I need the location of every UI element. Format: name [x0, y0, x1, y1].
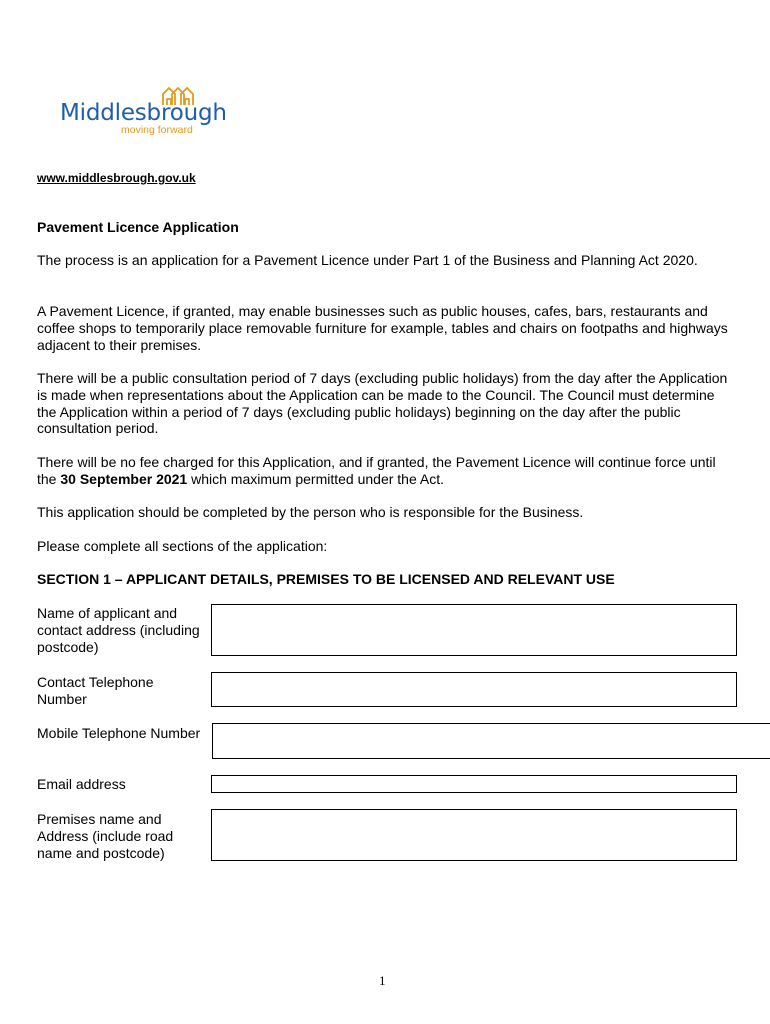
mobile-field[interactable]: [212, 723, 770, 759]
applicant-field[interactable]: [211, 604, 737, 656]
expiry-date: 30 September 2021: [60, 470, 188, 487]
email-label: Email address: [37, 776, 126, 792]
telephone-field[interactable]: [211, 672, 737, 707]
logo-wordmark: Middlesbrough: [60, 100, 227, 126]
consultation-paragraph: There will be a public consultation period of 7 days (excluding public holidays) from the day after the Application is made when representations about the Application can be made to the Council. The Council must determine the Application within a period of 7 days (excluding public holidays) beginning on the day after the public consultation period.: [37, 370, 728, 437]
responsibility-paragraph: This application should be completed by the person who is responsible for the Business.: [37, 504, 584, 520]
applicant-label: Name of applicant and contact address (including postcode): [37, 605, 200, 655]
website-link[interactable]: www.middlesbrough.gov.uk: [37, 171, 196, 185]
intro-paragraph: The process is an application for a Pavement Licence under Part 1 of the Business and Planning Act 2020.: [37, 252, 698, 268]
premises-label: Premises name and Address (include road name and postcode): [37, 811, 174, 861]
fee-paragraph: [37, 454, 737, 488]
section-1-heading: SECTION 1 – APPLICANT DETAILS, PREMISES TO BE LICENSED AND RELEVANT USE: [37, 571, 615, 587]
instructions-paragraph: Please complete all sections of the application:: [37, 538, 328, 554]
fee-text-end: which maximum permitted under the Act.: [187, 470, 444, 487]
telephone-label: Contact Telephone Number: [37, 674, 154, 707]
description-paragraph: A Pavement Licence, if granted, may enable businesses such as public houses, cafes, bars, restaurants and coffee shops to temporarily place removable furniture for example, tables and chairs on footpaths and highways adjacent to their premises.: [37, 303, 728, 353]
mobile-label: Mobile Telephone Number: [37, 725, 201, 741]
page-number: 1: [379, 973, 386, 988]
email-field[interactable]: [211, 775, 737, 793]
logo-tagline: moving forward: [121, 124, 193, 136]
premises-field[interactable]: [211, 809, 737, 861]
fee-text-start: There will be no fee charged for this Application, and if granted, the Pavement Licence will continue force until the: [37, 454, 716, 487]
page-title: Pavement Licence Application: [37, 219, 239, 235]
middlesbrough-logo: [60, 86, 240, 138]
